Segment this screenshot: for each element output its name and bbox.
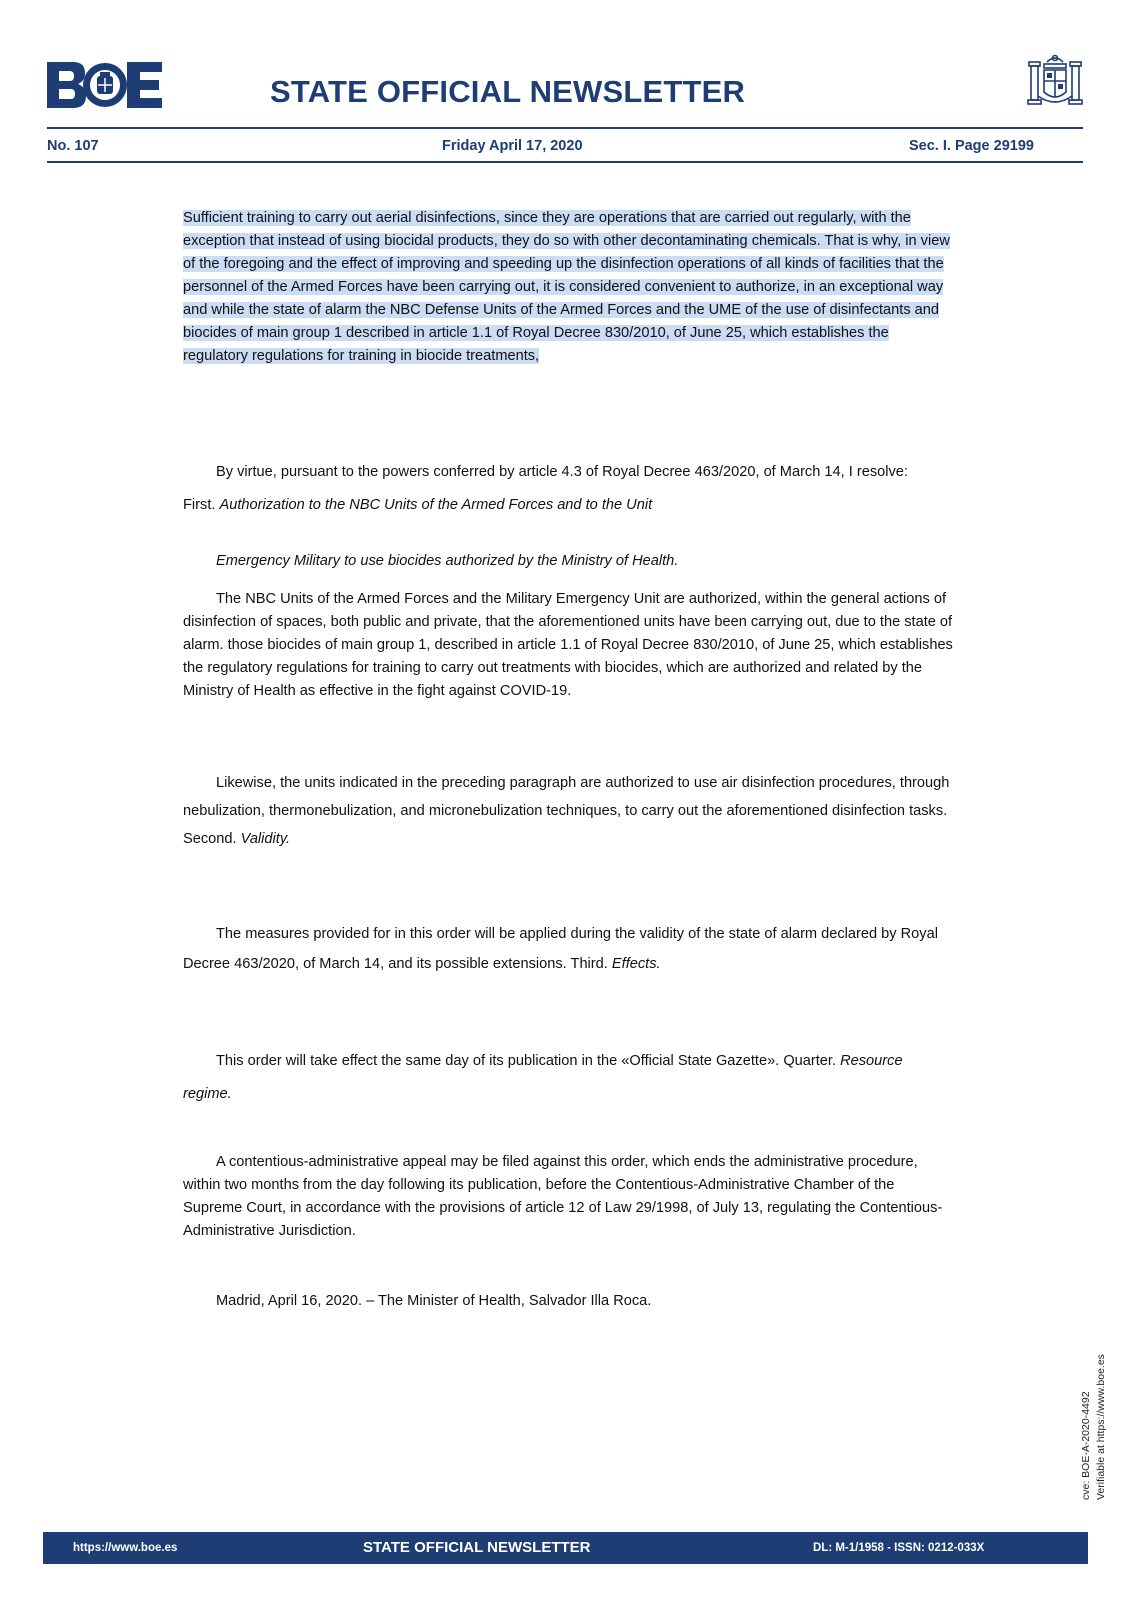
header-bottom-rule xyxy=(47,161,1083,163)
article-first-title-continued: Emergency Military to use biocides authorized by the Ministry of Health. xyxy=(216,553,679,569)
coat-of-arms-icon xyxy=(1025,52,1085,114)
article-second-label: Second. xyxy=(183,831,237,847)
footer-legal: DL: M-1/1958 - ISSN: 0212-033X xyxy=(813,1542,985,1554)
article-second-title: Validity. xyxy=(240,831,291,847)
article-first-heading xyxy=(183,494,953,517)
footer-url[interactable]: https://www.boe.es xyxy=(73,1542,178,1554)
article-third-title: Effects. xyxy=(611,956,661,972)
measures-text: The measures provided for in this order will be applied during the validity of the state of alarm declared by Royal Decree 463/2020, of March 14, and its possible extensions. xyxy=(183,926,938,972)
measures-paragraph xyxy=(183,919,953,979)
cve-code: cve: BOE-A-2020-4492 xyxy=(1080,1391,1092,1500)
preamble-paragraph xyxy=(183,207,953,368)
masthead-title: STATE OFFICIAL NEWSLETTER xyxy=(270,74,746,109)
footer-title: STATE OFFICIAL NEWSLETTER xyxy=(363,1539,591,1556)
selected-text[interactable]: Sufficient training to carry out aerial disinfections, since they are operations that are carried out regularly, with the exception that instead of using biocidal products, they do so with other decontaminating chemicals. That is why, in view of the foregoing and the effect of improving and speeding up the disinfection operations of all kinds of facilities that the personnel of the Armed Forces have been carrying out, it is considered convenient to authorize, in an exceptional way and while the state of alarm the NBC Defense Units of the Armed Forces and the UME of the use of disinfectants and biocides of main group 1 described in article 1.1 of Royal Decree 830/2010, of June 25, which establishes the regulatory regulations for training in biocide treatments, xyxy=(183,210,950,364)
article-quarter-label: Quarter. xyxy=(783,1053,837,1069)
likewise-paragraph xyxy=(183,769,953,853)
effect-text: This order will take effect the same day of its publication in the «Official State Gazette». xyxy=(216,1053,780,1069)
issue-number: No. 107 xyxy=(47,138,99,154)
boe-logo xyxy=(47,62,162,108)
article-first-title: Authorization to the NBC Units of the Armed Forces and to the Unit xyxy=(219,497,653,513)
appeal-paragraph: A contentious-administrative appeal may be filed against this order, which ends the administrative procedure, within two months from the day following its publication, before the Contentious-Administrative Chamber of the Supreme Court, in accordance with the provisions of article 12 of Law 29/1998, of July 13, regulating the Contentious-Administrative Jurisdiction. xyxy=(183,1154,943,1239)
article-first-label: First. xyxy=(183,497,216,513)
verification-side-text xyxy=(1079,1354,1109,1500)
verification-url: Verifiable at https://www.boe.es xyxy=(1095,1354,1107,1500)
footer-bar xyxy=(43,1532,1088,1564)
article-third-label: Third. xyxy=(570,956,608,972)
article-quarter-title: Resource regime. xyxy=(183,1053,903,1102)
effect-paragraph xyxy=(183,1045,953,1111)
signature-line: Madrid, April 16, 2020. – The Minister of Health, Salvador Illa Roca. xyxy=(216,1293,652,1309)
likewise-text: Likewise, the units indicated in the preceding paragraph are authorized to use air disinfection procedures, through nebulization, thermonebulization, and micronebulization techniques, to carry out the aforementioned disinfection tasks. xyxy=(183,775,950,819)
resolve-paragraph: By virtue, pursuant to the powers conferred by article 4.3 of Royal Decree 463/2020, of March 14, I resolve: xyxy=(216,464,908,480)
publication-date: Friday April 17, 2020 xyxy=(442,138,583,154)
section-page: Sec. I. Page 29199 xyxy=(909,138,1034,154)
article-first-paragraph: The NBC Units of the Armed Forces and the Military Emergency Unit are authorized, within the general actions of disinfection of spaces, both public and private, that the aforementioned units have been carrying out, due to the state of alarm. those biocides of main group 1, described in article 1.1 of Royal Decree 830/2010, of June 25, which establishes the regulatory regulations for training to carry out treatments with biocides, which are authorized and related by the Ministry of Health as effective in the fight against COVID-19. xyxy=(183,591,953,699)
header-top-rule xyxy=(47,127,1083,129)
